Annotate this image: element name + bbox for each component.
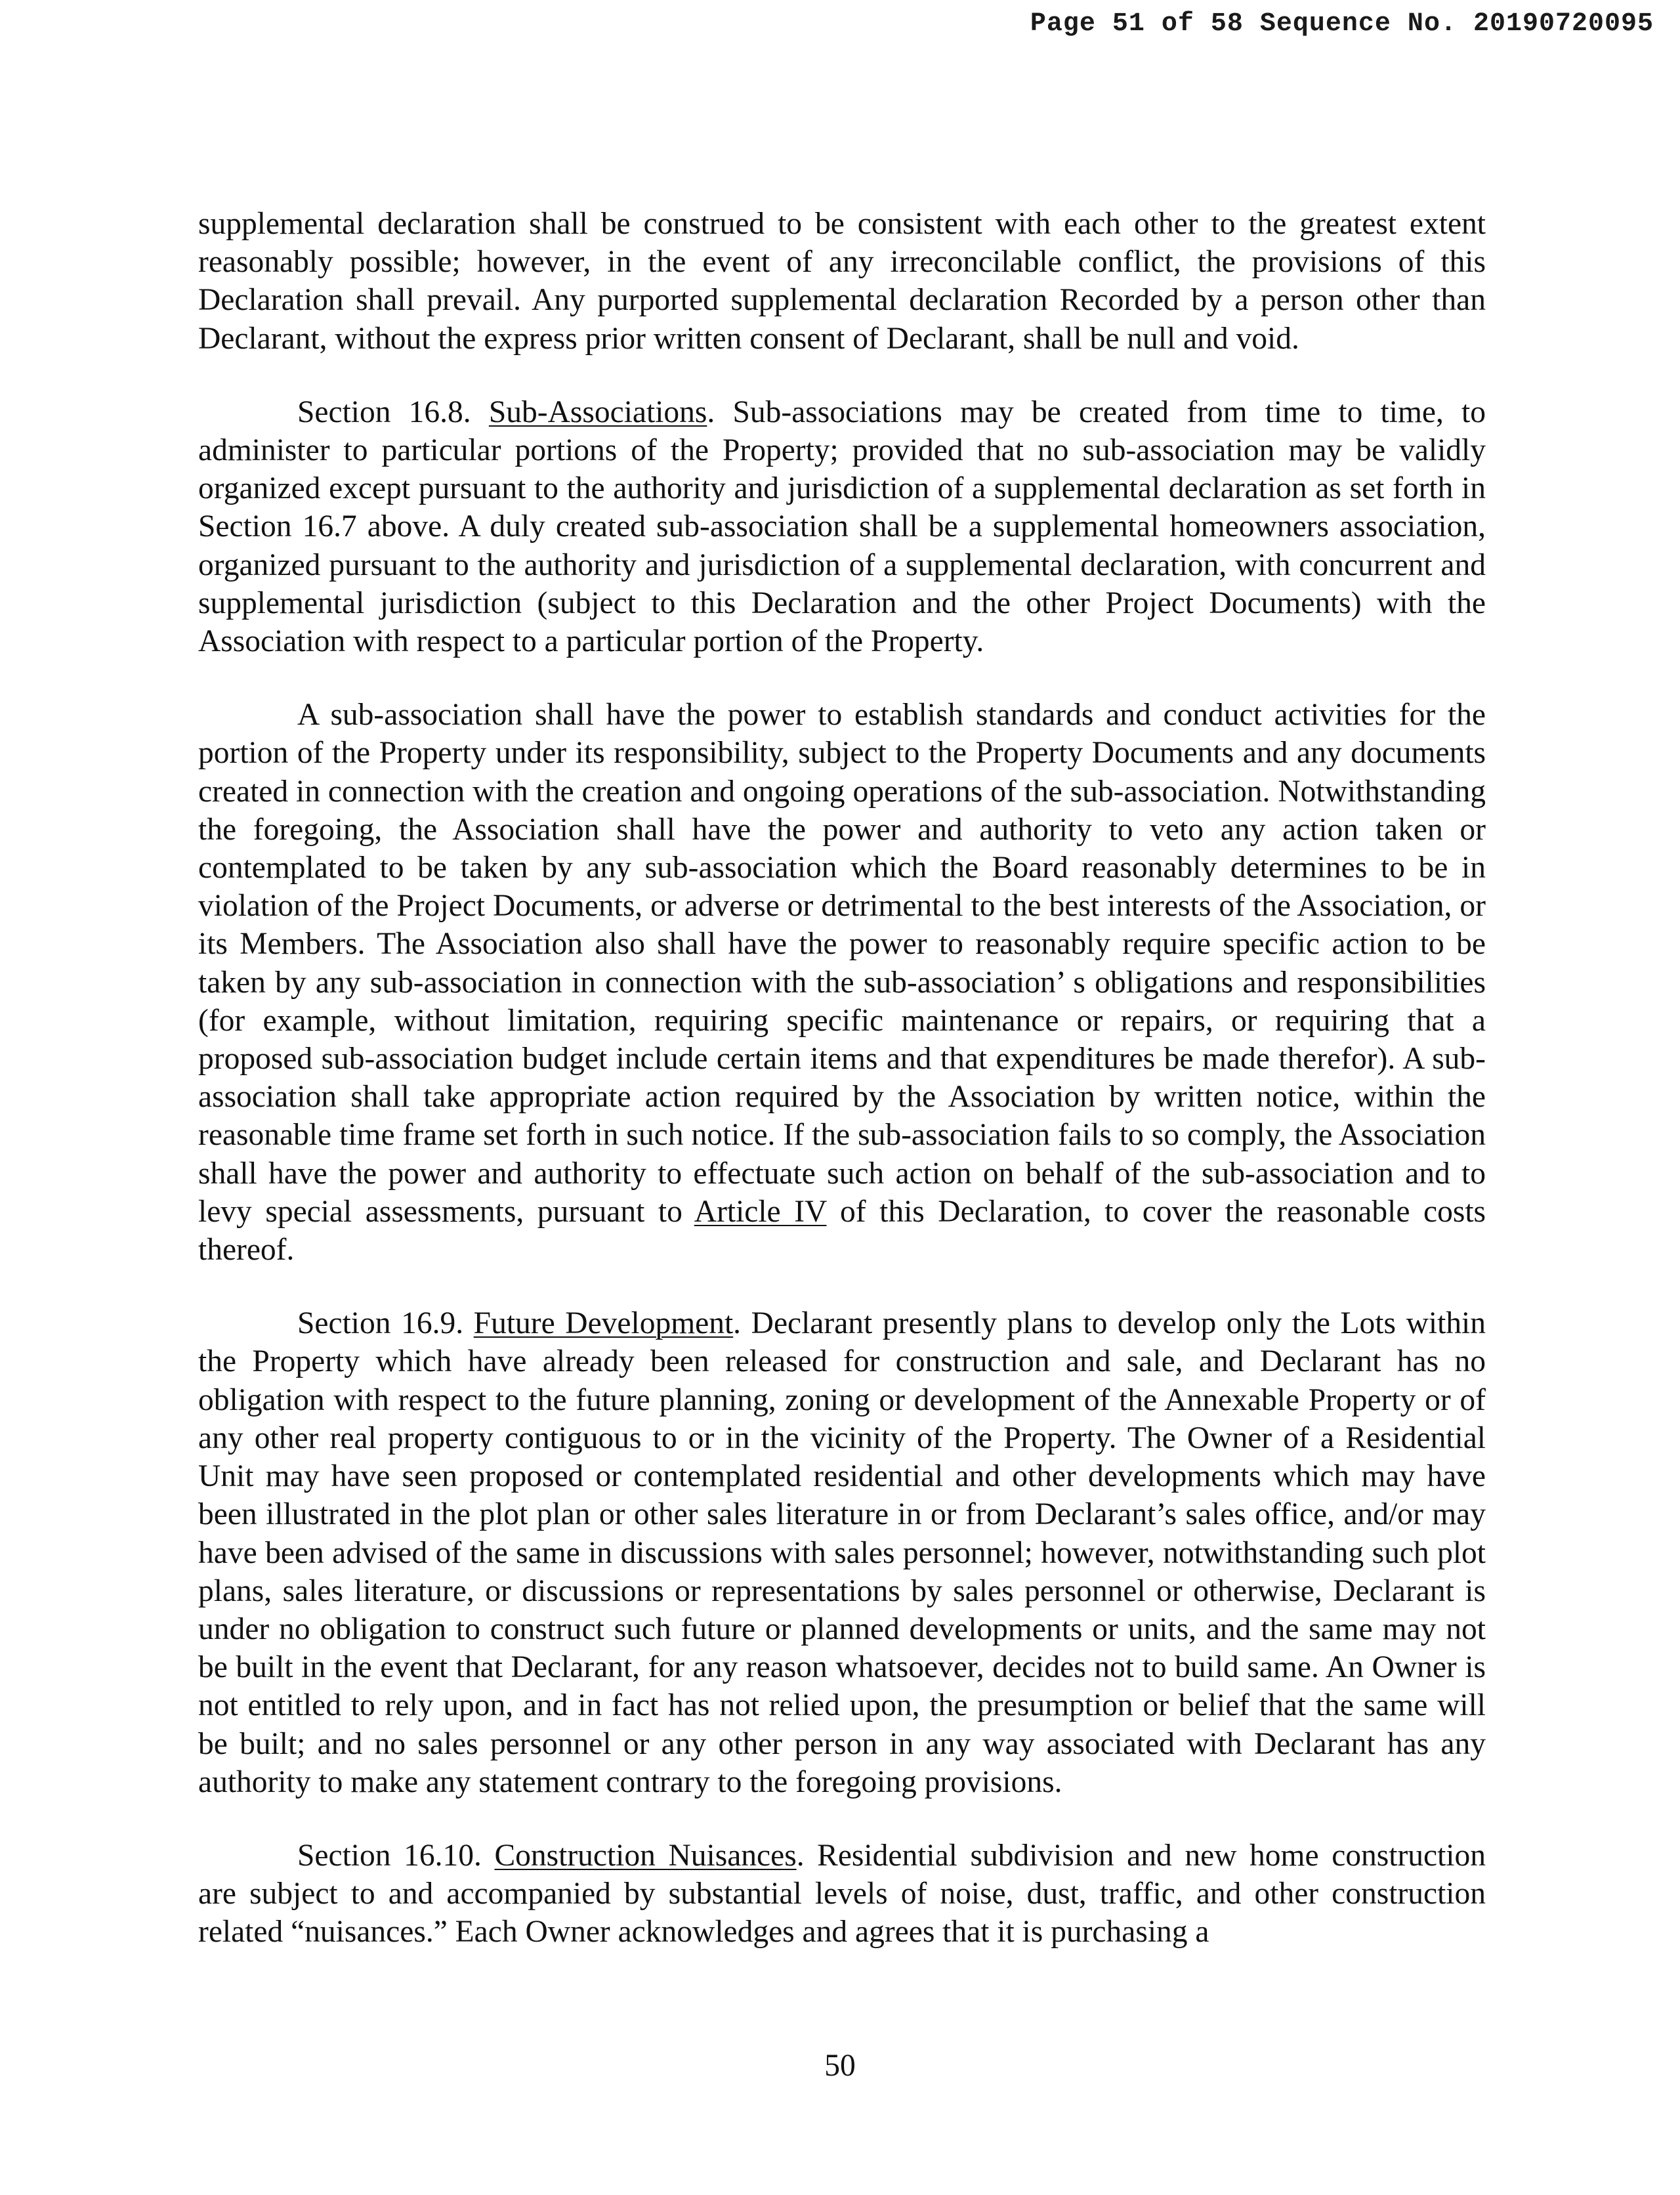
paragraph-section-16-8 <box>198 393 1486 660</box>
paragraph-section-16-10 <box>198 1837 1486 1951</box>
paragraph-text-tail: of this Declaration, to cover the reasonable costs thereof. <box>198 1194 1486 1268</box>
paragraph-text: supplemental declaration shall be construed to be consistent with each other to the greatest extent reasonably possible; however, in the event of any irreconcilable conflict, the provisions of this Declaration shall prevail. Any purported supplemental declaration Recorded by a person other than Declarant, without the express prior written consent of Declarant, shall be null and void. <box>198 207 1486 356</box>
section-heading: Construction Nuisances <box>494 1838 797 1873</box>
paragraph-text: . Declarant presently plans to develop only the Lots within the Property which have already been released for construction and sale, and Declarant has no obligation with respect to the future planning, zoning or development of the Annexable Property or of any other real property contiguous to or in the vicinity of the Property. The Owner of a Residential Unit may have seen proposed or contemplated residential and other developments which may have been illustrated in the plot plan or other sales literature in or from Declarant’s sales office, and/or may have been advised of the same in discussions with sales personnel; however, notwithstanding such plot plans, sales literature, or discussions or representations by sales personnel or otherwise, Declarant is under no obligation to construct such future or planned developments or units, and the same may not be built in the event that Declarant, for any reason whatsoever, decides not to build same. An Owner is not entitled to rely upon, and in fact has not relied upon, the presumption or belief that the same will be built; and no sales personnel or any other person in any way associated with Declarant has any authority to make any statement contrary to the foregoing provisions. <box>198 1306 1486 1799</box>
document-sequence-stamp: Page 51 of 58 Sequence No. 20190720095 <box>1030 9 1654 39</box>
paragraph-text: . Residential subdivision and new home construction are subject to and accompanied by substantial levels of noise, dust, traffic, and other construction related “nuisances.” Each Owner acknowledges and agrees that it is purchasing a <box>198 1838 1486 1950</box>
page-number: 50 <box>824 2049 856 2083</box>
paragraph-section-16-9 <box>198 1304 1486 1801</box>
paragraph-sub-association-powers <box>198 696 1486 1269</box>
paragraph-text: . Sub-associations may be created from time to time, to administer to particular portions of the Property; provided that no sub-association may be validly organized except pursuant to the authority and jurisdiction of a supplemental declaration as set forth in Section 16.7 above. A duly created sub-association shall be a supplemental homeowners association, organized pursuant to the authority and jurisdiction of a supplemental declaration, with concurrent and supplemental jurisdiction (subject to this Declaration and the other Project Documents) with the Association with respect to a particular portion of the Property. <box>198 394 1486 659</box>
article-reference: Article IV <box>694 1194 827 1229</box>
section-heading: Sub-Associations <box>488 394 707 429</box>
section-number: Section 16.8. <box>297 394 471 429</box>
paragraph-text: A sub-association shall have the power to establish standards and conduct activities for the portion of the Property under its responsibility, subject to the Property Documents and any documents created in connection with the creation and ongoing operations of the sub-association. Notwithstanding the foregoing, the Association shall have the power and authority to veto any action taken or contemplated to be taken by any sub-association which the Board reasonably determines to be in violation of the Project Documents, or adverse or detrimental to the best interests of the Association, or its Members. The Association also shall have the power to reasonably require specific action to be taken by any sub-association in connection with the sub-association’ s obligations and responsibilities (for example, without limitation, requiring specific maintenance or repairs, or requiring that a proposed sub-association budget include certain items and that expenditures be made therefor). A sub-association shall take appropriate action required by the Association by written notice, within the reasonable time frame set forth in such notice. If the sub-association fails to so comply, the Association shall have the power and authority to effectuate such action on behalf of the sub-association and to levy special assessments, pursuant to <box>198 698 1486 1229</box>
section-heading: Future Development <box>473 1306 734 1341</box>
section-number: Section 16.9. <box>297 1306 464 1341</box>
section-number: Section 16.10. <box>297 1838 482 1873</box>
paragraph-continuation <box>198 205 1486 358</box>
document-body <box>198 205 1486 1987</box>
